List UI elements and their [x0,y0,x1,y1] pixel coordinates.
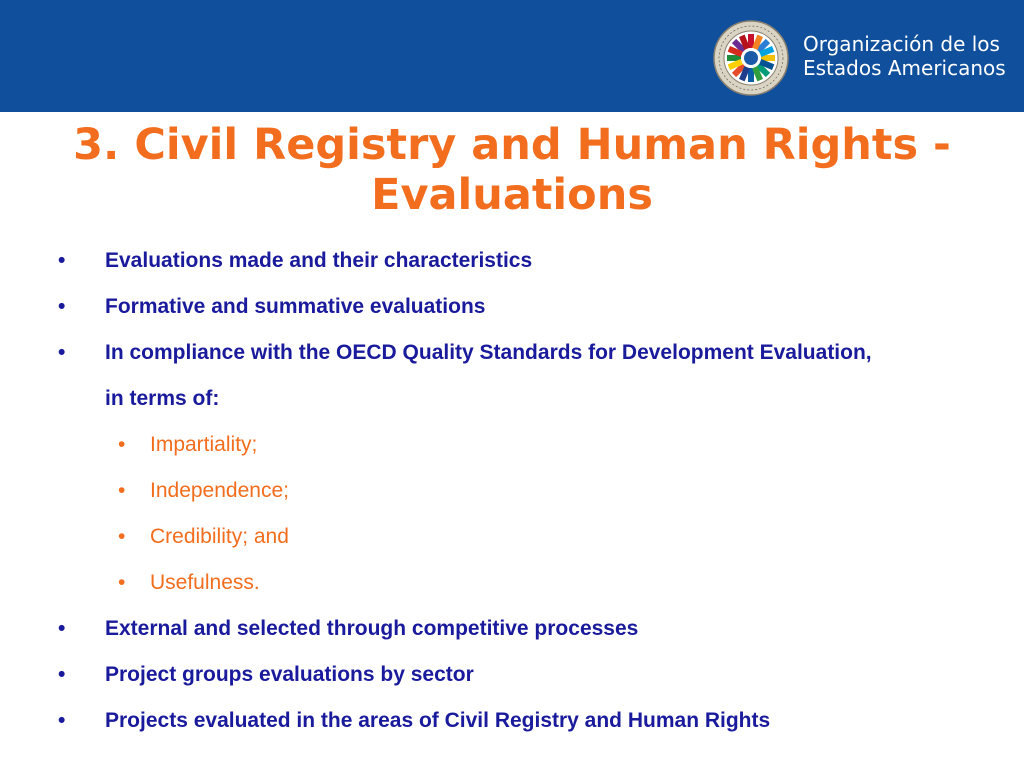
bullet-text: External and selected through competitive processes [105,617,639,640]
bullet-item [0,284,905,330]
bullet-item [0,652,905,698]
bullet-text: In compliance with the OECD Quality Standards for Development Evaluation, in terms of: [105,341,872,410]
bullet-text: Evaluations made and their characteristics [105,249,533,272]
sub-bullet-item [0,422,1024,468]
sub-bullet-text: Impartiality; [150,433,258,456]
sub-bullet-text: Independence; [150,479,289,502]
bullet-list [0,238,1024,744]
bullet-text: Formative and summative evaluations [105,295,486,318]
oas-seal-icon [713,20,789,96]
header-band [0,0,1024,112]
bullet-item [0,330,885,422]
bullet-text: Projects evaluated in the areas of Civil Registry and Human Rights [105,709,771,732]
sub-bullet-item [0,514,1024,560]
sub-bullet-glyph: • [118,433,126,456]
sub-bullet-glyph: • [118,571,126,594]
sub-bullet-glyph: • [118,525,126,548]
bullet-text: Project groups evaluations by sector [105,663,474,686]
bullet-item [0,238,905,284]
bullet-item [0,606,905,652]
slide-title [20,120,1004,220]
slide-title-line1: 3. Civil Registry and Human Rights - [73,120,951,170]
org-name-line2: Estados Americanos [803,56,1006,80]
bullet-glyph: • [58,617,66,640]
bullet-glyph: • [58,295,66,318]
organization-name [803,32,1006,80]
sub-bullet-text: Usefulness. [150,571,260,594]
bullet-glyph: • [58,709,66,732]
bullet-glyph: • [58,341,66,364]
sub-bullet-item [0,560,1024,606]
bullet-glyph: • [58,249,66,272]
slide-title-line2: Evaluations [371,170,653,220]
org-name-line1: Organización de los [803,32,1000,56]
bullet-item [0,698,1005,744]
sub-bullet-text: Credibility; and [150,525,289,548]
sub-bullet-glyph: • [118,479,126,502]
bullet-glyph: • [58,663,66,686]
sub-bullet-item [0,468,1024,514]
